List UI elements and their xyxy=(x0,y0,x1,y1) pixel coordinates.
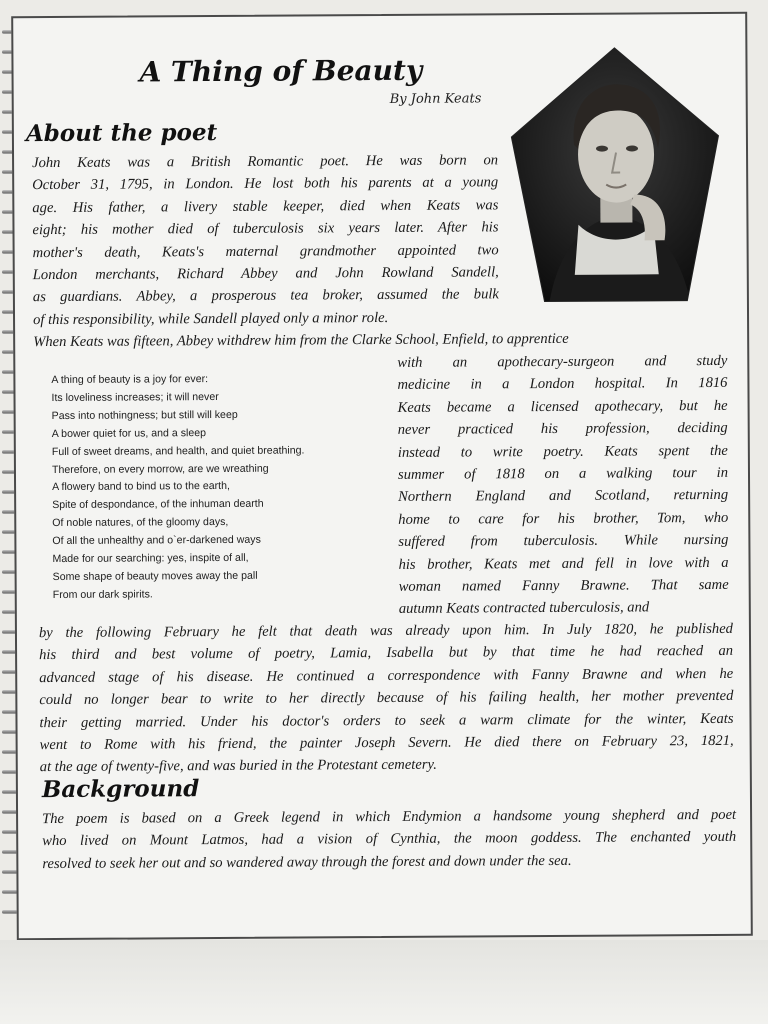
poem-line: A flowery band to bind us to the earth, xyxy=(52,480,230,494)
text-line: advanced stage of his disease. He continued a correspondence with Fanny Brawne and when he xyxy=(39,665,734,686)
text-line: by the following February he felt that death was already upon him. In July 1820, he published xyxy=(38,620,733,642)
poem-line: Its loveliness increases; it will never xyxy=(51,390,219,404)
about-right-text xyxy=(397,350,729,621)
keats-portrait xyxy=(507,44,723,305)
poem-line: Pass into nothingness; but still will keep xyxy=(51,408,238,422)
text-line: with an apothecary-surgeon and study xyxy=(397,352,728,371)
text-line: went to Rome with his friend, the painter Joseph Severn. He died there on February 23, 1821, xyxy=(39,732,734,754)
poem-line: From our dark spirits. xyxy=(52,588,153,601)
text-line: at the age of twenty-five, and was buried in the Protestant cemetery. xyxy=(39,757,437,776)
poem-line: Spite of despondance, of the inhuman dearth xyxy=(52,498,264,512)
document-page xyxy=(11,12,753,940)
text-line: who lived on Mount Latmos, had a vision of Cynthia, the moon goddess. The enchanted youth xyxy=(42,829,737,850)
poem-excerpt xyxy=(51,370,392,605)
text-line: as guardians. Abbey, a prosperous tea broker, assumed the bulk xyxy=(32,286,499,306)
text-line: Keats became a licensed apothecary, but he xyxy=(397,397,728,416)
text-line: suffered from tuberculosis. While nursing xyxy=(398,532,729,551)
text-line: age. His father, a livery stable keeper, died when Keats was xyxy=(32,197,499,216)
text-line: mother's death, Keats's maternal grandmother appointed two xyxy=(32,241,499,261)
text-line: his third and best volume of poetry, Lamia, Isabella but by that time he had reached an xyxy=(39,643,734,664)
text-line: medicine in a London hospital. In 1816 xyxy=(397,375,728,394)
text-line: his brother, Keats met and fell in love with a xyxy=(398,554,729,573)
text-line: When Keats was fifteen, Abbey withdrew him from the Clarke School, Enfield, to apprentice xyxy=(33,330,569,351)
poem-line: Full of sweet dreams, and health, and quiet breathing. xyxy=(51,444,305,458)
poem-line: Of all the unhealthy and o`er-darkened ways xyxy=(52,533,261,548)
spiral-ring xyxy=(2,910,18,914)
text-line: their getting married. Under his doctor's orders to seek a warm climate for the winter, Keats xyxy=(39,710,734,731)
poem-line: Some shape of beauty moves away the pall xyxy=(52,569,258,583)
text-line: could no longer bear to write to her directly because of his failing health, her mother prevented xyxy=(39,688,734,709)
poem-line: A thing of beauty is a joy for ever: xyxy=(51,373,209,387)
text-line: October 31, 1795, in London. He lost both his parents at a young xyxy=(32,174,499,194)
text-line: autumn Keats contracted tuberculosis, and xyxy=(398,599,650,618)
poem-line: Of noble natures, of the gloomy days, xyxy=(52,516,229,530)
text-line: John Keats was a British Romantic poet. He was born on xyxy=(32,152,499,172)
page-underside xyxy=(0,940,768,1024)
poem-line: Made for our searching: yes, inspite of all, xyxy=(52,551,249,566)
poem-line: Therefore, on every morrow, are we wreathing xyxy=(51,462,269,476)
background-heading: Background xyxy=(41,775,200,804)
about-heading: About the poet xyxy=(25,119,218,148)
text-line: instead to write poetry. Keats spent the xyxy=(397,442,728,461)
about-bottom-text xyxy=(39,618,734,779)
text-line: Northern England and Scotland, returning xyxy=(398,487,729,506)
page-title: A Thing of Beauty xyxy=(139,53,423,89)
text-line: resolved to seek her out and so wandered away through the forest and down under the sea. xyxy=(42,852,572,872)
text-line: woman named Fanny Brawne. That same xyxy=(398,576,729,595)
text-line: summer of 1818 on a walking tour in xyxy=(397,464,729,483)
text-line: eight; his mother died of tuberculosis six years later. After his xyxy=(32,219,499,239)
background-text xyxy=(42,804,736,875)
text-line: never practiced his profession, deciding xyxy=(397,420,728,439)
about-top-text xyxy=(32,149,499,331)
text-line: The poem is based on a Greek legend in which Endymion a handsome young shepherd and poet xyxy=(42,806,737,828)
text-line: home to care for his brother, Tom, who xyxy=(398,509,729,528)
poem-line: A bower quiet for us, and a sleep xyxy=(51,426,207,440)
text-line: of this responsibility, while Sandell played only a minor role. xyxy=(32,309,389,328)
text-line: London merchants, Richard Abbey and John Rowland Sandell, xyxy=(32,264,499,284)
author-byline: By John Keats xyxy=(389,91,482,107)
